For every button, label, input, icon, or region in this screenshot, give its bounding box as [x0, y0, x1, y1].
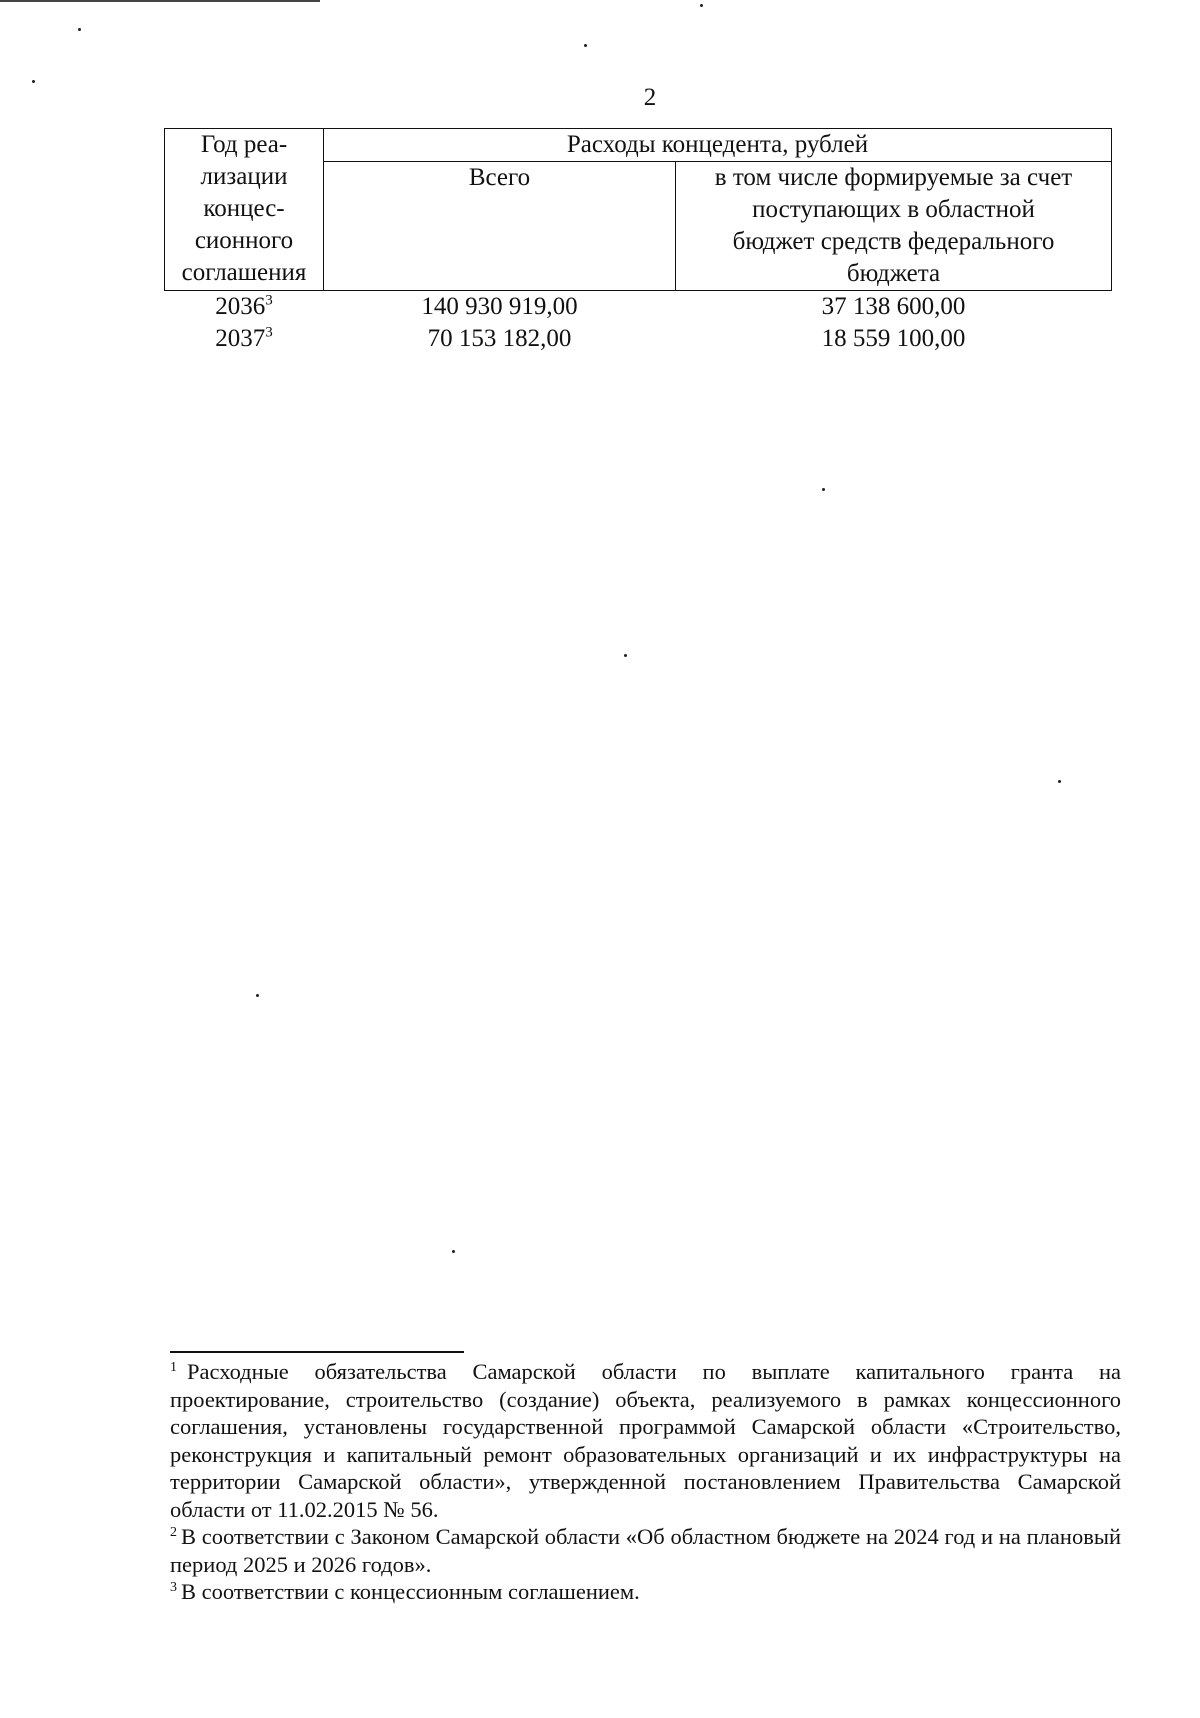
footnote-text: В соответствии с Законом Самарской области «Об областном бюджете на 2024 год и на плановый период 2025 и 2026 годов». [170, 1524, 1121, 1577]
header-year-line: соглашения [181, 259, 307, 286]
footnotes [170, 1358, 1121, 1606]
header-federal-line: поступающих в областной [752, 196, 1035, 223]
scan-speck [256, 994, 259, 997]
footnote-ref: 3 [265, 292, 273, 309]
footnote-ref: 3 [265, 324, 273, 341]
scan-speck [822, 488, 825, 491]
table-header-row [165, 129, 1112, 162]
header-federal-line: бюджета [846, 260, 941, 287]
footnote-1 [170, 1358, 1121, 1523]
header-year-line: концес- [203, 195, 285, 222]
scan-speck [1058, 780, 1061, 783]
cell-total: 70 153 182,00 [427, 325, 572, 352]
year-value: 2037 [215, 325, 266, 352]
footnote-3 [170, 1578, 1121, 1606]
header-year-line: Год реа- [200, 131, 288, 158]
page-number: 2 [643, 84, 657, 111]
header-year-line: лизации [200, 163, 288, 190]
cell-total: 140 930 919,00 [421, 293, 578, 320]
footnote-separator [170, 1351, 464, 1353]
scan-edge-line [0, 0, 320, 2]
header-year [165, 129, 324, 291]
header-federal-line: бюджет средств федерального [732, 228, 1055, 255]
header-federal [676, 162, 1112, 291]
header-expenses-group: Расходы концедента, рублей [324, 129, 1112, 162]
header-total: Всего [324, 162, 676, 291]
year-value: 2036 [215, 293, 266, 320]
scan-speck [32, 80, 35, 83]
header-federal-line: в том числе формируемые за счет [714, 164, 1073, 191]
cell-year [165, 291, 324, 324]
footnote-text: Расходные обязательства Самарской области по выплате капитального гранта на проектирование, строительство (создание) объекта, реализуемого в рамках концессионного соглашения, установлены государственной программой Самарской области «Строительство, реконструкция и капитальный ремонт образовательных организаций и их инфраструктуры на территории Самарской области», утвержденной постановлением Правительства Самарской области от 11.02.2015 № 56. [170, 1359, 1121, 1522]
cell-federal: 18 559 100,00 [821, 325, 966, 352]
footnote-text: В соответствии с концессионным соглашением. [181, 1579, 640, 1604]
scan-speck [624, 654, 627, 657]
footnote-number: 3 [170, 1579, 177, 1595]
concession-expenses-table [164, 128, 1112, 355]
header-year-line: сионного [194, 227, 294, 254]
scan-speck [584, 44, 587, 47]
footnote-number: 1 [170, 1359, 177, 1375]
table-row [165, 291, 1112, 324]
scan-speck [700, 4, 703, 7]
scan-speck [78, 28, 81, 31]
scan-speck [452, 1250, 455, 1253]
footnote-number: 2 [170, 1524, 177, 1540]
footnote-2 [170, 1523, 1121, 1578]
table-row [165, 323, 1112, 355]
cell-year [165, 323, 324, 355]
cell-federal: 37 138 600,00 [821, 293, 966, 320]
